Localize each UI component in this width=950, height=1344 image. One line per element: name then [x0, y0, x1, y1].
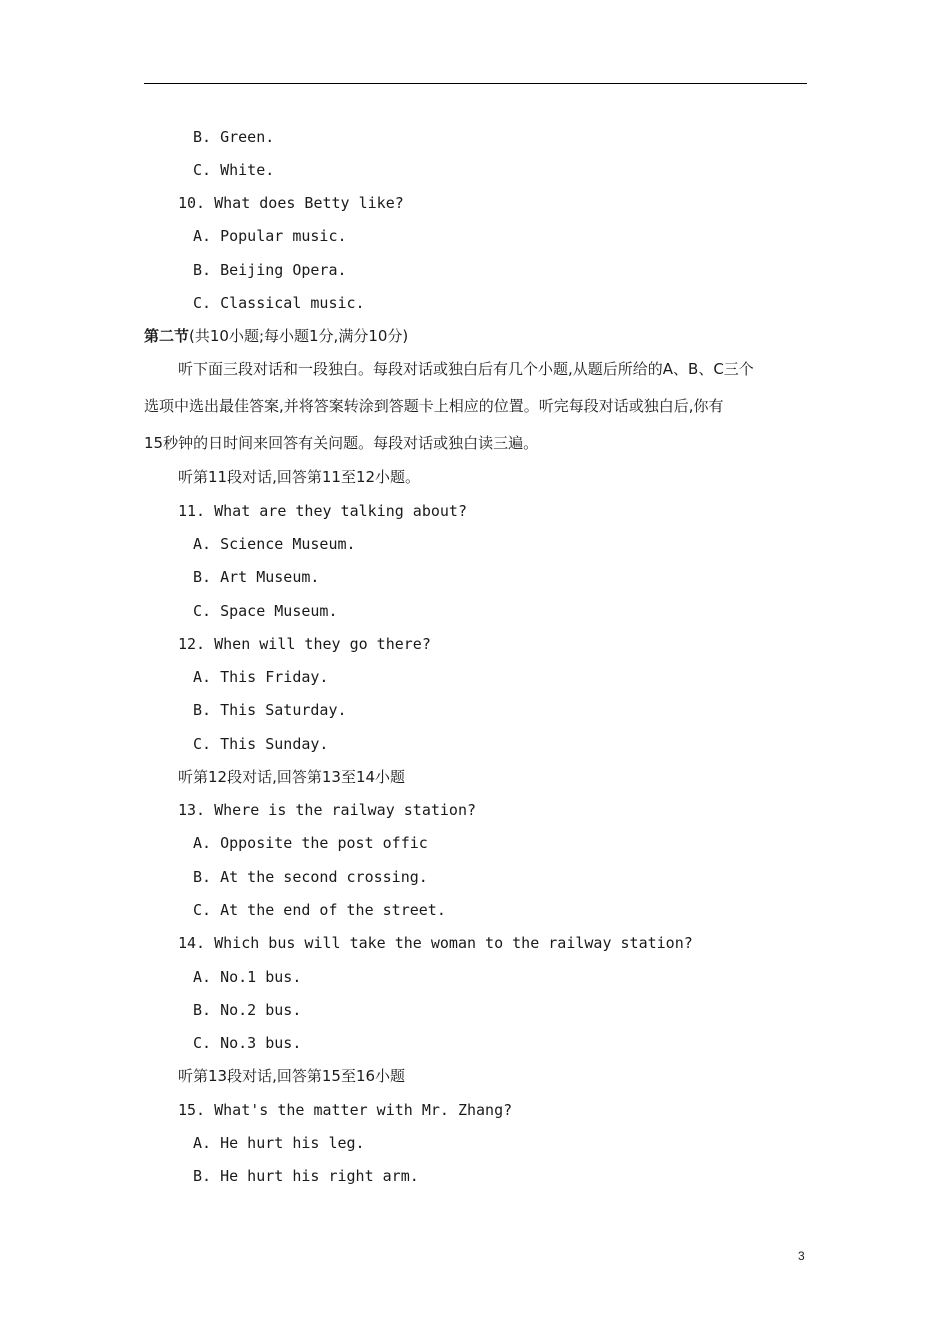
section-2-note: (共10小题;每小题1分,满分10分): [189, 327, 409, 345]
q14-option-a: A. No.1 bus.: [193, 968, 302, 986]
question-10: 10. What does Betty like?: [178, 194, 404, 212]
q10-option-a: A. Popular music.: [193, 227, 347, 245]
dialog-12-intro: 听第12段对话,回答第13至14小题: [178, 768, 406, 786]
dialog-11-intro: 听第11段对话,回答第11至12小题。: [178, 468, 421, 486]
q9-option-c: C. White.: [193, 161, 275, 179]
q9-option-b: B. Green.: [193, 128, 275, 146]
question-12: 12. When will they go there?: [178, 635, 431, 653]
q12-option-b: B. This Saturday.: [193, 701, 347, 719]
q13-option-a: A. Opposite the post offic: [193, 834, 428, 852]
instructions-line-3: 15秒钟的日时间来回答有关问题。每段对话或独白读三遍。: [144, 434, 539, 452]
header-rule: [144, 83, 807, 84]
q11-option-c: C. Space Museum.: [193, 602, 338, 620]
instructions-line-1: 听下面三段对话和一段独白。每段对话或独白后有几个小题,从题后所给的A、B、C三个: [178, 360, 754, 378]
q11-option-a: A. Science Museum.: [193, 535, 356, 553]
section-2-heading: [144, 326, 408, 346]
question-13: 13. Where is the railway station?: [178, 801, 477, 819]
q12-option-c: C. This Sunday.: [193, 735, 329, 753]
section-2-title: 第二节: [144, 327, 190, 345]
dialog-13-intro: 听第13段对话,回答第15至16小题: [178, 1067, 406, 1085]
q10-option-b: B. Beijing Opera.: [193, 261, 347, 279]
question-11: 11. What are they talking about?: [178, 502, 467, 520]
instructions-line-2: 选项中选出最佳答案,并将答案转涂到答题卡上相应的位置。听完每段对话或独白后,你有: [144, 397, 724, 415]
question-14: 14. Which bus will take the woman to the railway station?: [178, 934, 693, 952]
q13-option-c: C. At the end of the street.: [193, 901, 446, 919]
page-number: 3: [798, 1249, 805, 1263]
q15-option-b: B. He hurt his right arm.: [193, 1167, 419, 1185]
q12-option-a: A. This Friday.: [193, 668, 329, 686]
q15-option-a: A. He hurt his leg.: [193, 1134, 365, 1152]
q14-option-b: B. No.2 bus.: [193, 1001, 302, 1019]
q14-option-c: C. No.3 bus.: [193, 1034, 302, 1052]
question-15: 15. What's the matter with Mr. Zhang?: [178, 1101, 513, 1119]
q13-option-b: B. At the second crossing.: [193, 868, 428, 886]
q11-option-b: B. Art Museum.: [193, 568, 320, 586]
q10-option-c: C. Classical music.: [193, 294, 365, 312]
